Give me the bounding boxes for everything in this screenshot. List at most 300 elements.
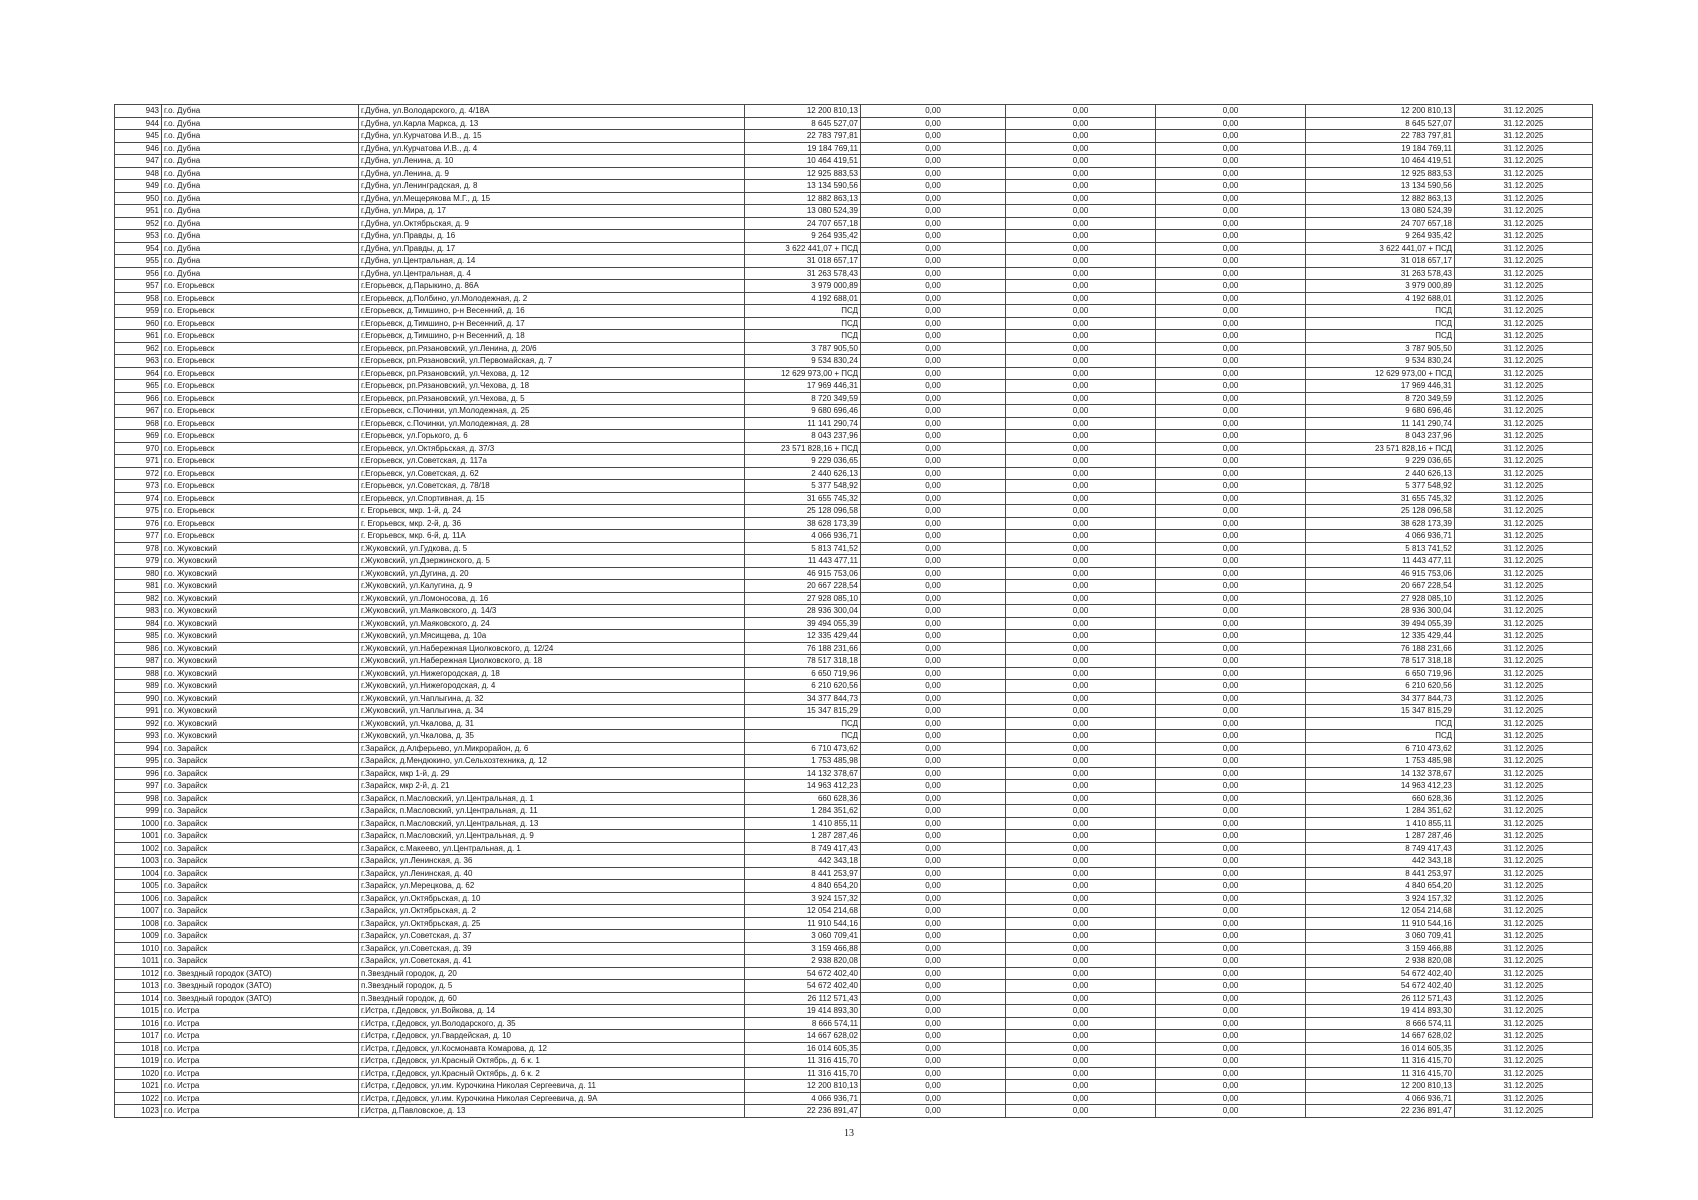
- address-cell: г.Жуковский, ул.Набережная Циолковского, д. 12/24: [359, 642, 745, 655]
- total-cost-cell: 8 666 574,11: [745, 1017, 861, 1030]
- capital-repair-fund-cell: ПСД: [1306, 330, 1455, 343]
- address-cell: г.Егорьевск, ул.Спортивная, д. 15: [359, 492, 745, 505]
- total-cost-cell: 11 316 415,70: [745, 1067, 861, 1080]
- row-number: 970: [115, 442, 162, 455]
- address-cell: г.Жуковский, ул.Маяковского, д. 14/3: [359, 605, 745, 618]
- fund-cell-3: 0,00: [1156, 892, 1306, 905]
- table-row: [115, 892, 1593, 905]
- fund-cell-2: 0,00: [1006, 1055, 1156, 1068]
- district-cell: г.о. Истра: [162, 1055, 359, 1068]
- row-number: 949: [115, 180, 162, 193]
- row-number: 962: [115, 342, 162, 355]
- fund-cell-2: 0,00: [1006, 717, 1156, 730]
- address-cell: г.Истра, г.Дедовск, ул.Володарского, д. 35: [359, 1017, 745, 1030]
- total-cost-cell: 34 377 844,73: [745, 692, 861, 705]
- capital-repair-fund-cell: 1 753 485,98: [1306, 755, 1455, 768]
- fund-cell-3: 0,00: [1156, 267, 1306, 280]
- total-cost-cell: 39 494 055,39: [745, 617, 861, 630]
- district-cell: г.о. Жуковский: [162, 730, 359, 743]
- row-number: 1002: [115, 842, 162, 855]
- table-row: [115, 142, 1593, 155]
- district-cell: г.о. Егорьевск: [162, 442, 359, 455]
- deadline-cell: 31.12.2025: [1455, 805, 1593, 818]
- table-row: [115, 667, 1593, 680]
- capital-repair-fund-cell: 2 440 626,13: [1306, 467, 1455, 480]
- fund-cell-3: 0,00: [1156, 767, 1306, 780]
- row-number: 950: [115, 192, 162, 205]
- address-cell: г. Егорьевск, мкр. 1-й, д. 24: [359, 505, 745, 518]
- deadline-cell: 31.12.2025: [1455, 1017, 1593, 1030]
- fund-cell-3: 0,00: [1156, 592, 1306, 605]
- fund-cell-2: 0,00: [1006, 880, 1156, 893]
- row-number: 952: [115, 217, 162, 230]
- fund-cell-3: 0,00: [1156, 505, 1306, 518]
- row-number: 985: [115, 630, 162, 643]
- fund-cell-3: 0,00: [1156, 242, 1306, 255]
- fund-cell-1: 0,00: [861, 1017, 1006, 1030]
- fund-cell-2: 0,00: [1006, 667, 1156, 680]
- deadline-cell: 31.12.2025: [1455, 280, 1593, 293]
- total-cost-cell: 14 667 628,02: [745, 1030, 861, 1043]
- capital-repair-fund-cell: 8 043 237,96: [1306, 430, 1455, 443]
- fund-cell-3: 0,00: [1156, 755, 1306, 768]
- capital-repair-fund-cell: 14 667 628,02: [1306, 1030, 1455, 1043]
- district-cell: г.о. Зарайск: [162, 842, 359, 855]
- deadline-cell: 31.12.2025: [1455, 892, 1593, 905]
- address-cell: г.Зарайск, мкр 1-й, д. 29: [359, 767, 745, 780]
- fund-cell-1: 0,00: [861, 292, 1006, 305]
- table-row: [115, 205, 1593, 218]
- row-number: 982: [115, 592, 162, 605]
- fund-cell-3: 0,00: [1156, 880, 1306, 893]
- fund-cell-2: 0,00: [1006, 1092, 1156, 1105]
- capital-repair-fund-cell: 12 200 810,13: [1306, 105, 1455, 118]
- district-cell: г.о. Егорьевск: [162, 292, 359, 305]
- fund-cell-3: 0,00: [1156, 280, 1306, 293]
- capital-repair-fund-cell: 3 787 905,50: [1306, 342, 1455, 355]
- fund-cell-2: 0,00: [1006, 242, 1156, 255]
- row-number: 1010: [115, 942, 162, 955]
- fund-cell-3: 0,00: [1156, 580, 1306, 593]
- total-cost-cell: 9 534 830,24: [745, 355, 861, 368]
- table-row: [115, 1067, 1593, 1080]
- address-cell: п.Звездный городок, д. 5: [359, 980, 745, 993]
- total-cost-cell: 3 060 709,41: [745, 930, 861, 943]
- table-row: [115, 417, 1593, 430]
- district-cell: г.о. Зарайск: [162, 955, 359, 968]
- district-cell: г.о. Дубна: [162, 117, 359, 130]
- total-cost-cell: 6 710 473,62: [745, 742, 861, 755]
- table-row: [115, 767, 1593, 780]
- total-cost-cell: 11 910 544,16: [745, 917, 861, 930]
- address-cell: г.Егорьевск, рп.Рязановский, ул.Ленина, д. 20/6: [359, 342, 745, 355]
- address-cell: г.Жуковский, ул.Чаплыгина, д. 32: [359, 692, 745, 705]
- fund-cell-2: 0,00: [1006, 730, 1156, 743]
- row-number: 1020: [115, 1067, 162, 1080]
- total-cost-cell: 25 128 096,58: [745, 505, 861, 518]
- fund-cell-2: 0,00: [1006, 955, 1156, 968]
- deadline-cell: 31.12.2025: [1455, 530, 1593, 543]
- capital-repair-fund-cell: 12 882 863,13: [1306, 192, 1455, 205]
- total-cost-cell: 10 464 419,51: [745, 155, 861, 168]
- total-cost-cell: 8 043 237,96: [745, 430, 861, 443]
- total-cost-cell: 9 229 036,65: [745, 455, 861, 468]
- row-number: 956: [115, 267, 162, 280]
- deadline-cell: 31.12.2025: [1455, 217, 1593, 230]
- row-number: 951: [115, 205, 162, 218]
- capital-repair-fund-cell: 24 707 657,18: [1306, 217, 1455, 230]
- row-number: 1003: [115, 855, 162, 868]
- deadline-cell: 31.12.2025: [1455, 555, 1593, 568]
- capital-repair-fund-cell: 12 629 973,00 + ПСД: [1306, 367, 1455, 380]
- fund-cell-3: 0,00: [1156, 392, 1306, 405]
- deadline-cell: 31.12.2025: [1455, 867, 1593, 880]
- district-cell: г.о. Егорьевск: [162, 305, 359, 318]
- total-cost-cell: 38 628 173,39: [745, 517, 861, 530]
- total-cost-cell: 14 963 412,23: [745, 780, 861, 793]
- fund-cell-1: 0,00: [861, 542, 1006, 555]
- fund-cell-3: 0,00: [1156, 605, 1306, 618]
- fund-cell-2: 0,00: [1006, 430, 1156, 443]
- table-row: [115, 567, 1593, 580]
- fund-cell-3: 0,00: [1156, 430, 1306, 443]
- fund-cell-1: 0,00: [861, 992, 1006, 1005]
- row-number: 1013: [115, 980, 162, 993]
- capital-repair-fund-cell: 31 018 657,17: [1306, 255, 1455, 268]
- address-cell: г.Жуковский, ул.Чкалова, д. 35: [359, 730, 745, 743]
- fund-cell-1: 0,00: [861, 605, 1006, 618]
- row-number: 1017: [115, 1030, 162, 1043]
- district-cell: г.о. Зарайск: [162, 755, 359, 768]
- deadline-cell: 31.12.2025: [1455, 405, 1593, 418]
- fund-cell-1: 0,00: [861, 880, 1006, 893]
- capital-repair-fund-cell: 78 517 318,18: [1306, 655, 1455, 668]
- table-row: [115, 580, 1593, 593]
- fund-cell-3: 0,00: [1156, 855, 1306, 868]
- total-cost-cell: 3 787 905,50: [745, 342, 861, 355]
- fund-cell-3: 0,00: [1156, 1080, 1306, 1093]
- fund-cell-3: 0,00: [1156, 442, 1306, 455]
- total-cost-cell: 1 753 485,98: [745, 755, 861, 768]
- table-row: [115, 992, 1593, 1005]
- address-cell: г.Зарайск, д.Мендюкино, ул.Сельхозтехника, д. 12: [359, 755, 745, 768]
- fund-cell-3: 0,00: [1156, 817, 1306, 830]
- capital-repair-fund-cell: 38 628 173,39: [1306, 517, 1455, 530]
- fund-cell-3: 0,00: [1156, 1092, 1306, 1105]
- fund-cell-3: 0,00: [1156, 1005, 1306, 1018]
- fund-cell-3: 0,00: [1156, 530, 1306, 543]
- total-cost-cell: 442 343,18: [745, 855, 861, 868]
- fund-cell-1: 0,00: [861, 305, 1006, 318]
- row-number: 1004: [115, 867, 162, 880]
- capital-repair-fund-cell: 11 316 415,70: [1306, 1067, 1455, 1080]
- capital-repair-fund-cell: 6 650 719,96: [1306, 667, 1455, 680]
- fund-cell-3: 0,00: [1156, 917, 1306, 930]
- fund-cell-1: 0,00: [861, 667, 1006, 680]
- district-cell: г.о. Зарайск: [162, 880, 359, 893]
- fund-cell-2: 0,00: [1006, 130, 1156, 143]
- district-cell: г.о. Дубна: [162, 142, 359, 155]
- row-number: 944: [115, 117, 162, 130]
- total-cost-cell: 13 080 524,39: [745, 205, 861, 218]
- deadline-cell: 31.12.2025: [1455, 492, 1593, 505]
- fund-cell-1: 0,00: [861, 180, 1006, 193]
- address-cell: г.Дубна, ул.Правды, д. 17: [359, 242, 745, 255]
- deadline-cell: 31.12.2025: [1455, 1005, 1593, 1018]
- district-cell: г.о. Зарайск: [162, 905, 359, 918]
- total-cost-cell: 3 622 441,07 + ПСД: [745, 242, 861, 255]
- fund-cell-2: 0,00: [1006, 930, 1156, 943]
- table-body: [115, 105, 1593, 1118]
- fund-cell-2: 0,00: [1006, 942, 1156, 955]
- fund-cell-2: 0,00: [1006, 305, 1156, 318]
- table-row: [115, 317, 1593, 330]
- capital-repair-fund-cell: 17 969 446,31: [1306, 380, 1455, 393]
- fund-cell-2: 0,00: [1006, 980, 1156, 993]
- fund-cell-2: 0,00: [1006, 1030, 1156, 1043]
- table-row: [115, 117, 1593, 130]
- address-cell: г.Дубна, ул.Центральная, д. 14: [359, 255, 745, 268]
- fund-cell-3: 0,00: [1156, 455, 1306, 468]
- fund-cell-3: 0,00: [1156, 467, 1306, 480]
- capital-repair-fund-cell: 39 494 055,39: [1306, 617, 1455, 630]
- table-row: [115, 755, 1593, 768]
- fund-cell-1: 0,00: [861, 780, 1006, 793]
- fund-cell-1: 0,00: [861, 530, 1006, 543]
- table-row: [115, 217, 1593, 230]
- table-row: [115, 842, 1593, 855]
- fund-cell-3: 0,00: [1156, 967, 1306, 980]
- address-cell: г.Дубна, ул.Центральная, д. 4: [359, 267, 745, 280]
- district-cell: г.о. Дубна: [162, 267, 359, 280]
- capital-repair-fund-cell: 27 928 085,10: [1306, 592, 1455, 605]
- row-number: 966: [115, 392, 162, 405]
- capital-repair-fund-cell: ПСД: [1306, 305, 1455, 318]
- table-row: [115, 930, 1593, 943]
- fund-cell-3: 0,00: [1156, 1067, 1306, 1080]
- deadline-cell: 31.12.2025: [1455, 317, 1593, 330]
- capital-repair-fund-cell: ПСД: [1306, 730, 1455, 743]
- deadline-cell: 31.12.2025: [1455, 617, 1593, 630]
- row-number: 1018: [115, 1042, 162, 1055]
- fund-cell-1: 0,00: [861, 830, 1006, 843]
- capital-repair-fund-cell: 22 236 891,47: [1306, 1105, 1455, 1118]
- table-row: [115, 180, 1593, 193]
- district-cell: г.о. Егорьевск: [162, 517, 359, 530]
- deadline-cell: 31.12.2025: [1455, 1067, 1593, 1080]
- district-cell: г.о. Егорьевск: [162, 392, 359, 405]
- fund-cell-2: 0,00: [1006, 467, 1156, 480]
- district-cell: г.о. Истра: [162, 1017, 359, 1030]
- deadline-cell: 31.12.2025: [1455, 330, 1593, 343]
- district-cell: г.о. Дубна: [162, 192, 359, 205]
- fund-cell-3: 0,00: [1156, 117, 1306, 130]
- fund-cell-1: 0,00: [861, 192, 1006, 205]
- district-cell: г.о. Егорьевск: [162, 430, 359, 443]
- capital-repair-fund-cell: 4 066 936,71: [1306, 530, 1455, 543]
- row-number: 976: [115, 517, 162, 530]
- district-cell: г.о. Жуковский: [162, 580, 359, 593]
- fund-cell-2: 0,00: [1006, 230, 1156, 243]
- capital-repair-fund-cell: 14 963 412,23: [1306, 780, 1455, 793]
- district-cell: г.о. Егорьевск: [162, 355, 359, 368]
- district-cell: г.о. Жуковский: [162, 680, 359, 693]
- table-row: [115, 342, 1593, 355]
- fund-cell-1: 0,00: [861, 330, 1006, 343]
- fund-cell-3: 0,00: [1156, 355, 1306, 368]
- fund-cell-3: 0,00: [1156, 480, 1306, 493]
- data-table: [114, 104, 1593, 1118]
- row-number: 977: [115, 530, 162, 543]
- district-cell: г.о. Егорьевск: [162, 480, 359, 493]
- fund-cell-2: 0,00: [1006, 967, 1156, 980]
- fund-cell-2: 0,00: [1006, 480, 1156, 493]
- fund-cell-1: 0,00: [861, 455, 1006, 468]
- capital-repair-fund-cell: 31 655 745,32: [1306, 492, 1455, 505]
- row-number: 958: [115, 292, 162, 305]
- table-row: [115, 917, 1593, 930]
- district-cell: г.о. Зарайск: [162, 855, 359, 868]
- row-number: 961: [115, 330, 162, 343]
- fund-cell-3: 0,00: [1156, 1055, 1306, 1068]
- capital-repair-fund-cell: 16 014 605,35: [1306, 1042, 1455, 1055]
- fund-cell-1: 0,00: [861, 155, 1006, 168]
- total-cost-cell: 76 188 231,66: [745, 642, 861, 655]
- fund-cell-2: 0,00: [1006, 530, 1156, 543]
- capital-repair-fund-cell: 660 628,36: [1306, 792, 1455, 805]
- fund-cell-2: 0,00: [1006, 855, 1156, 868]
- fund-cell-1: 0,00: [861, 230, 1006, 243]
- fund-cell-2: 0,00: [1006, 755, 1156, 768]
- district-cell: г.о. Егорьевск: [162, 317, 359, 330]
- deadline-cell: 31.12.2025: [1455, 142, 1593, 155]
- fund-cell-1: 0,00: [861, 692, 1006, 705]
- fund-cell-2: 0,00: [1006, 417, 1156, 430]
- row-number: 963: [115, 355, 162, 368]
- total-cost-cell: 4 066 936,71: [745, 530, 861, 543]
- row-number: 943: [115, 105, 162, 118]
- address-cell: г.Жуковский, ул.Нижегородская, д. 18: [359, 667, 745, 680]
- address-cell: г.Зарайск, мкр 2-й, д. 21: [359, 780, 745, 793]
- address-cell: г.Истра, г.Дедовск, ул.им. Курочкина Николая Сергеевича, д. 9А: [359, 1092, 745, 1105]
- row-number: 1005: [115, 880, 162, 893]
- fund-cell-3: 0,00: [1156, 230, 1306, 243]
- address-cell: г.Дубна, ул.Мира, д. 17: [359, 205, 745, 218]
- table-row: [115, 717, 1593, 730]
- fund-cell-2: 0,00: [1006, 1080, 1156, 1093]
- page-number: 13: [844, 1128, 854, 1139]
- table-row: [115, 492, 1593, 505]
- fund-cell-3: 0,00: [1156, 1017, 1306, 1030]
- table-row: [115, 330, 1593, 343]
- total-cost-cell: 12 925 883,53: [745, 167, 861, 180]
- fund-cell-1: 0,00: [861, 242, 1006, 255]
- fund-cell-3: 0,00: [1156, 655, 1306, 668]
- fund-cell-2: 0,00: [1006, 517, 1156, 530]
- fund-cell-2: 0,00: [1006, 342, 1156, 355]
- fund-cell-1: 0,00: [861, 917, 1006, 930]
- capital-repair-fund-cell: 22 783 797,81: [1306, 130, 1455, 143]
- fund-cell-3: 0,00: [1156, 217, 1306, 230]
- table-row: [115, 867, 1593, 880]
- fund-cell-2: 0,00: [1006, 1105, 1156, 1118]
- capital-repair-fund-cell: 4 066 936,71: [1306, 1092, 1455, 1105]
- deadline-cell: 31.12.2025: [1455, 467, 1593, 480]
- district-cell: г.о. Истра: [162, 1030, 359, 1043]
- deadline-cell: 31.12.2025: [1455, 1030, 1593, 1043]
- capital-repair-fund-cell: 8 666 574,11: [1306, 1017, 1455, 1030]
- address-cell: г.Жуковский, ул.Ломоносова, д. 16: [359, 592, 745, 605]
- fund-cell-3: 0,00: [1156, 417, 1306, 430]
- address-cell: г.Дубна, ул.Курчатова И.В., д. 15: [359, 130, 745, 143]
- total-cost-cell: 23 571 828,16 + ПСД: [745, 442, 861, 455]
- row-number: 990: [115, 692, 162, 705]
- deadline-cell: 31.12.2025: [1455, 267, 1593, 280]
- capital-repair-fund-cell: 12 054 214,68: [1306, 905, 1455, 918]
- fund-cell-3: 0,00: [1156, 942, 1306, 955]
- row-number: 1014: [115, 992, 162, 1005]
- table-row: [115, 517, 1593, 530]
- district-cell: г.о. Истра: [162, 1080, 359, 1093]
- fund-cell-1: 0,00: [861, 555, 1006, 568]
- district-cell: г.о. Егорьевск: [162, 405, 359, 418]
- district-cell: г.о. Егорьевск: [162, 417, 359, 430]
- table-row: [115, 817, 1593, 830]
- fund-cell-2: 0,00: [1006, 255, 1156, 268]
- address-cell: г.Жуковский, ул.Набережная Циолковского, д. 18: [359, 655, 745, 668]
- fund-cell-2: 0,00: [1006, 542, 1156, 555]
- fund-cell-2: 0,00: [1006, 892, 1156, 905]
- fund-cell-1: 0,00: [861, 430, 1006, 443]
- fund-cell-2: 0,00: [1006, 492, 1156, 505]
- table-row: [115, 855, 1593, 868]
- capital-repair-fund-cell: ПСД: [1306, 317, 1455, 330]
- total-cost-cell: 54 672 402,40: [745, 967, 861, 980]
- fund-cell-2: 0,00: [1006, 155, 1156, 168]
- fund-cell-1: 0,00: [861, 942, 1006, 955]
- deadline-cell: 31.12.2025: [1455, 242, 1593, 255]
- row-number: 965: [115, 380, 162, 393]
- fund-cell-3: 0,00: [1156, 292, 1306, 305]
- fund-cell-2: 0,00: [1006, 905, 1156, 918]
- fund-cell-2: 0,00: [1006, 292, 1156, 305]
- capital-repair-fund-cell: 13 134 590,56: [1306, 180, 1455, 193]
- fund-cell-2: 0,00: [1006, 842, 1156, 855]
- address-cell: г.Егорьевск, рп.Рязановский, ул.Чехова, д. 12: [359, 367, 745, 380]
- fund-cell-1: 0,00: [861, 342, 1006, 355]
- total-cost-cell: ПСД: [745, 330, 861, 343]
- capital-repair-fund-cell: 2 938 820,08: [1306, 955, 1455, 968]
- table-row: [115, 155, 1593, 168]
- address-cell: г.Егорьевск, д.Полбино, ул.Молодежная, д. 2: [359, 292, 745, 305]
- total-cost-cell: 12 335 429,44: [745, 630, 861, 643]
- table-row: [115, 467, 1593, 480]
- total-cost-cell: 3 924 157,32: [745, 892, 861, 905]
- address-cell: г.Егорьевск, ул.Советская, д. 117а: [359, 455, 745, 468]
- fund-cell-3: 0,00: [1156, 980, 1306, 993]
- deadline-cell: 31.12.2025: [1455, 480, 1593, 493]
- capital-repair-fund-cell: 19 184 769,11: [1306, 142, 1455, 155]
- table-row: [115, 1080, 1593, 1093]
- fund-cell-3: 0,00: [1156, 692, 1306, 705]
- table-row: [115, 380, 1593, 393]
- address-cell: г.Егорьевск, д.Парыкино, д. 86А: [359, 280, 745, 293]
- total-cost-cell: 11 443 477,11: [745, 555, 861, 568]
- fund-cell-1: 0,00: [861, 392, 1006, 405]
- row-number: 983: [115, 605, 162, 618]
- table-row: [115, 980, 1593, 993]
- capital-repair-fund-cell: 4 192 688,01: [1306, 292, 1455, 305]
